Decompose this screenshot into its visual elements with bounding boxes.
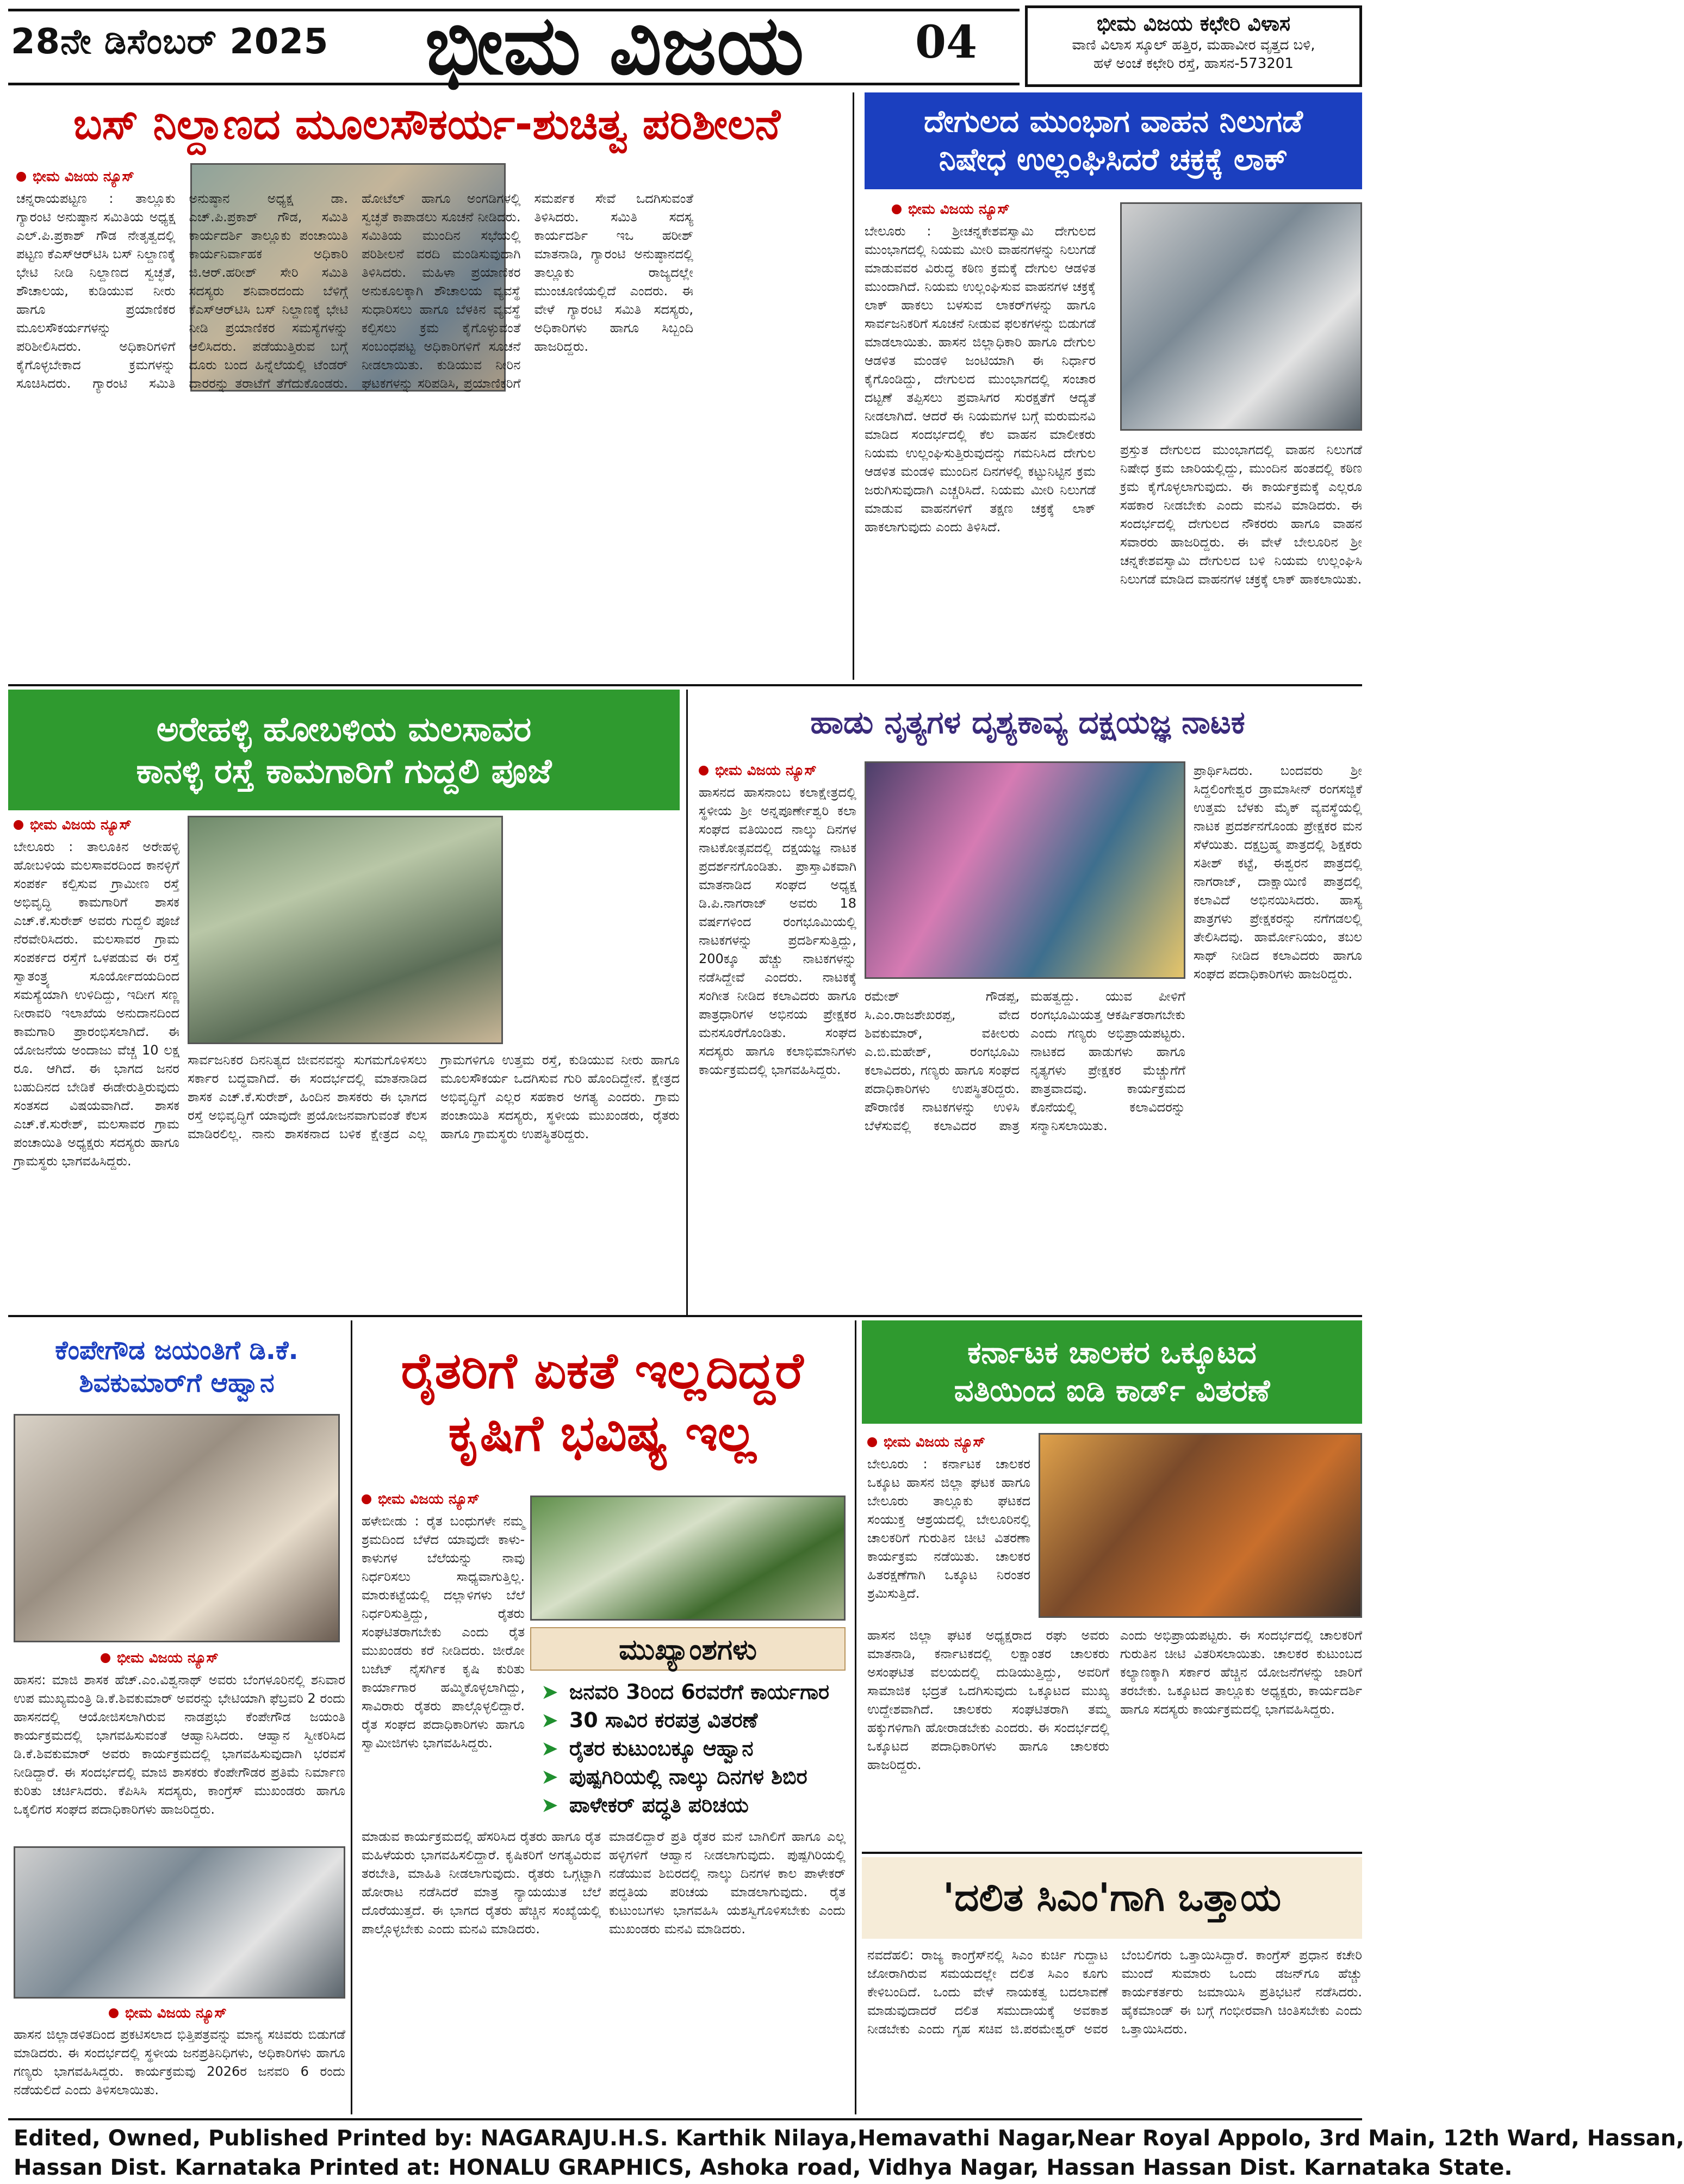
byline: ಭೀಮ ವಿಜಯ ನ್ಯೂಸ್ bbox=[101, 1649, 280, 1667]
section-rule bbox=[862, 1852, 1362, 1854]
headline-bus-stand: ಬಸ್ ನಿಲ್ದಾಣದ ಮೂಲಸೌಕರ್ಯ-ಶುಚಿತ್ವ ಪರಿಶೀಲನೆ bbox=[73, 100, 781, 150]
byline: ಭೀಮ ವಿಜಯ ನ್ಯೂಸ್ bbox=[892, 200, 1088, 219]
imprint-line: Hassan Dist. Karnataka Printed at: HONALU GRAPHICS, Ashoka road, Vidhya Nagar, Hassan Hassan Dist. Karnataka State. bbox=[14, 2155, 1513, 2180]
article-body-drama-mid: ರಮೇಶ್ ಗೌಡಪ್ಪ, ಸಿ.ಎಂ.ರಾಜಶೇಖರಪ್ಪ, ವೇದ ಶಿವಕುಮಾರ್, ವಕೀಲರು ಎ.ಬಿ.ಮಹೇಶ್, ರಂಗಭೂಮಿ ಕಲಾವಿದರು, ಗಣ್ಯರು ಹಾಗೂ ಸಂಘದ ಪದಾಧಿಕಾರಿಗಳು ಉಪಸ್ಥಿತರಿದ್ದರು. ಪೌರಾಣಿಕ ನಾಟಕಗಳನ್ನು ಉಳಿಸಿ ಬೆಳೆಸುವಲ್ಲಿ ಕಲಾವಿದರ ಪಾತ್ರ ಮಹತ್ವದ್ದು. ಯುವ ಪೀಳಿಗೆ ರಂಗಭೂಮಿಯತ್ತ ಆಕರ್ಷಿತರಾಗಬೇಕು ಎಂದು ಗಣ್ಯರು ಅಭಿಪ್ರಾಯಪಟ್ಟರು. ನಾಟಕದ ಹಾಡುಗಳು ಹಾಗೂ ನೃತ್ಯಗಳು ಪ್ರೇಕ್ಷಕರ ಮೆಚ್ಚುಗೆಗೆ ಪಾತ್ರವಾದವು. ಕಾರ್ಯಕ್ರಮದ ಕೊನೆಯಲ್ಲಿ ಕಲಾವಿದರನ್ನು ಸನ್ಮಾನಿಸಲಾಯಿತು. bbox=[865, 989, 1185, 1133]
headline-line: ಕಾನಳ್ಳಿ ರಸ್ತೆ ಕಾಮಗಾರಿಗೆ ಗುದ್ದಲಿ ಪೂಜೆ bbox=[136, 751, 552, 791]
photo-dk-shivakumar-invitation bbox=[14, 1414, 340, 1642]
section-rule bbox=[8, 684, 1362, 686]
highlight-item: ➤ ಜನವರಿ 3ರಿಂದ 6ರವರೆಗೆ ಕಾರ್ಯಗಾರ bbox=[541, 1679, 830, 1704]
photo-drivers-id-distribution bbox=[1039, 1433, 1362, 1618]
highlight-item: ➤ ಪುಷ್ಪಗಿರಿಯಲ್ಲಿ ನಾಲ್ಕು ದಿನಗಳ ಶಿಬಿರ bbox=[541, 1764, 807, 1789]
bullet-icon bbox=[109, 2008, 119, 2018]
arrow-bullet-icon: ➤ bbox=[541, 1680, 558, 1704]
article-body-drama-right: ಪ್ರಾರ್ಥಿಸಿದರು. ಬಂದವರು ಶ್ರೀ ಸಿದ್ದಲಿಂಗೇಶ್ವರ ಡ್ರಾಮಾಸೀನ್ ರಂಗಸಜ್ಜಿಕೆ ಉತ್ತಮ ಬೆಳಕು ಮೈಕ್ ವ್ಯವಸ್ಥೆಯಲ್ಲಿ ನಾಟಕ ಪ್ರದರ್ಶನಗೊಂಡು ಪ್ರೇಕ್ಷಕರ ಮನ ಸೆಳೆಯಿತು. ದಕ್ಷಬ್ರಹ್ಮ ಪಾತ್ರದಲ್ಲಿ ಶಿಕ್ಷಕರು ಸತೀಶ್ ಕಟ್ಟೆ, ಈಶ್ವರನ ಪಾತ್ರದಲ್ಲಿ ನಾಗರಾಜ್, ದಾಕ್ಷಾಯಿಣಿ ಪಾತ್ರದಲ್ಲಿ ಕಲಾವಿದೆ ಅಭಿನಯಿಸಿದರು. ಹಾಸ್ಯ ಪಾತ್ರಗಳು ಪ್ರೇಕ್ಷಕರನ್ನು ನಗೆಗಡಲಲ್ಲಿ ತೇಲಿಸಿದವು. ಹಾರ್ಮೋನಿಯಂ, ತಬಲ ಸಾಥ್ ನೀಡಿದ ಕಲಾವಿದರು ಹಾಗೂ ಸಂಘದ ಪದಾಧಿಕಾರಿಗಳು ಹಾಜರಿದ್ದರು. bbox=[1194, 763, 1362, 982]
article-body-kempegowda: ಹಾಸನ: ಮಾಜಿ ಶಾಸಕ ಹೆಚ್.ಎಂ.ವಿಶ್ವನಾಥ್ ಅವರು ಬೆಂಗಳೂರಿನಲ್ಲಿ ಶನಿವಾರ ಉಪ ಮುಖ್ಯಮಂತ್ರಿ ಡಿ.ಕೆ.ಶಿವಕುಮಾರ್ ಅವರನ್ನು ಭೇಟಿಯಾಗಿ ಫೆಬ್ರವರಿ 2 ರಂದು ಹಾಸನದಲ್ಲಿ ಆಯೋಜಿಸಲಾಗಿರುವ ನಾಡಪ್ರಭು ಕೆಂಪೇಗೌಡ ಜಯಂತಿ ಕಾರ್ಯಕ್ರಮದಲ್ಲಿ ಭಾಗವಹಿಸುವಂತೆ ಆಹ್ವಾನಿಸಿದರು. ಆಹ್ವಾನ ಸ್ವೀಕರಿಸಿದ ಡಿ.ಕೆ.ಶಿವಕುಮಾರ್ ಅವರು ಕಾರ್ಯಕ್ರಮದಲ್ಲಿ ಭಾಗವಹಿಸುವುದಾಗಿ ಭರವಸೆ ನೀಡಿದ್ದಾರೆ. ಈ ಸಂದರ್ಭದಲ್ಲಿ ಮಾಜಿ ಶಾಸಕರು ಕೆಂಪೇಗೌಡರ ಪ್ರತಿಮೆ ನಿರ್ಮಾಣ ಕುರಿತು ಚರ್ಚಿಸಿದರು. ಕೆಪಿಸಿಸಿ ಸದಸ್ಯರು, ಕಾಂಗ್ರೆಸ್ ಮುಖಂಡರು ಹಾಗೂ ಒಕ್ಕಲಿಗರ ಸಂಘದ ಪದಾಧಿಕಾರಿಗಳು ಹಾಜರಿದ್ದರು. bbox=[14, 1672, 345, 1817]
arrow-bullet-icon: ➤ bbox=[541, 1708, 558, 1732]
imprint-line: Edited, Owned, Published Printed by: NAGARAJU.H.S. Karthik Nilaya,Hemavathi Nagar,Near Royal Appolo, 3rd Main, 12th Ward, Hassan, bbox=[14, 2126, 1684, 2151]
byline: ಭೀಮ ವಿಜಯ ನ್ಯೂಸ್ bbox=[109, 2004, 288, 2022]
page-number: 04 bbox=[915, 16, 978, 69]
photo-road-groundbreaking bbox=[188, 816, 503, 1044]
article-body-farmers-bottom-right: ಮಾಡಲಿದ್ದಾರೆ ಪ್ರತಿ ರೈತರ ಮನೆ ಬಾಗಿಲಿಗೆ ಹಾಗೂ ಎಲ್ಲ ಹಳ್ಳಿಗಳಿಗೆ ಆಹ್ವಾನ ನೀಡಲಾಗುವುದು. ಪುಷ್ಪಗಿರಿಯಲ್ಲಿ ನಡೆಯುವ ಶಿಬಿರದಲ್ಲಿ ನಾಲ್ಕು ದಿನಗಳ ಕಾಲ ಪಾಳೇಕರ್ ಪದ್ಧತಿಯ ಪರಿಚಯ ಮಾಡಲಾಗುವುದು. ರೈತ ಕುಟುಂಬಗಳು ಭಾಗವಹಿಸಿ ಯಶಸ್ವಿಗೊಳಿಸಬೇಕು ಎಂದು ಮುಖಂಡರು ಮನವಿ ಮಾಡಿದರು. bbox=[609, 1829, 846, 1937]
photo-drama-stage bbox=[865, 761, 1185, 979]
bullet-icon bbox=[362, 1494, 371, 1504]
newspaper-logo: ಭೀಮ ವಿಜಯ bbox=[425, 0, 804, 93]
headline-road-work bbox=[8, 690, 680, 810]
photo-temple-wheel-lock bbox=[1120, 202, 1362, 431]
highlight-item: ➤ ಪಾಳೇಕರ್ ಪದ್ಧತಿ ಪರಿಚಯ bbox=[541, 1792, 749, 1817]
headline-line: ನಿಷೇಧ ಉಲ್ಲಂಘಿಸಿದರೆ ಚಕ್ರಕ್ಕೆ ಲಾಕ್ bbox=[939, 142, 1288, 177]
office-address-box bbox=[1025, 5, 1362, 87]
headline-line: ಶಿವಕುಮಾರ್‌ಗೆ ಆಹ್ವಾನ bbox=[79, 1368, 275, 1398]
byline: ಭೀಮ ವಿಜಯ ನ್ಯೂಸ್ bbox=[699, 761, 862, 780]
headline-line: ವತಿಯಿಂದ ಐಡಿ ಕಾರ್ಡ್ ವಿತರಣೆ bbox=[954, 1373, 1270, 1409]
headline-line: ರೈತರಿಗೆ ಏಕತೆ ಇಲ್ಲದಿದ್ದರೆ bbox=[401, 1342, 804, 1400]
article-body-road-right: ಸಾರ್ವಜನಿಕರ ದಿನನಿತ್ಯದ ಜೀವನವನ್ನು ಸುಗಮಗೊಳಿಸಲು ಸರ್ಕಾರ ಬದ್ಧವಾಗಿದೆ. ಈ ಸಂದರ್ಭದಲ್ಲಿ ಮಾತನಾಡಿದ ಶಾಸಕ ಎಚ್.ಕೆ.ಸುರೇಶ್, ಹಿಂದಿನ ಶಾಸಕರು ಈ ಭಾಗದ ರಸ್ತೆ ಅಭಿವೃದ್ಧಿಗೆ ಯಾವುದೇ ಪ್ರಯೋಜನವಾಗುವಂತೆ ಕೆಲಸ ಮಾಡಿರಲಿಲ್ಲ. ನಾನು ಶಾಸಕನಾದ ಬಳಿಕ ಕ್ಷೇತ್ರದ ಎಲ್ಲ ಗ್ರಾಮಗಳಿಗೂ ಉತ್ತಮ ರಸ್ತೆ, ಕುಡಿಯುವ ನೀರು ಹಾಗೂ ಮೂಲಸೌಕರ್ಯ ಒದಗಿಸುವ ಗುರಿ ಹೊಂದಿದ್ದೇನೆ. ಕ್ಷೇತ್ರದ ಅಭಿವೃದ್ಧಿಗೆ ಎಲ್ಲರ ಸಹಕಾರ ಅಗತ್ಯ ಎಂದರು. ಗ್ರಾಮ ಪಂಚಾಯಿತಿ ಸದಸ್ಯರು, ಸ್ಥಳೀಯ ಮುಖಂಡರು, ರೈತರು ಹಾಗೂ ಗ್ರಾಮಸ್ಥರು ಉಪಸ್ಥಿತರಿದ್ದರು. bbox=[188, 1052, 680, 1141]
byline: ಭೀಮ ವಿಜಯ ನ್ಯೂಸ್ bbox=[362, 1490, 525, 1509]
article-body-farmers-top: ಹಳೇಬೀಡು : ರೈತ ಬಂಧುಗಳೇ ನಮ್ಮ ಶ್ರಮದಿಂದ ಬೆಳೆದ ಯಾವುದೇ ಕಾಳು-ಕಾಳುಗಳ ಬೆಲೆಯನ್ನು ನಾವು ನಿರ್ಧರಿಸಲು ಸಾಧ್ಯವಾಗುತ್ತಿಲ್ಲ. ಮಾರುಕಟ್ಟೆಯಲ್ಲಿ ದಲ್ಲಾಳಿಗಳು ಬೆಲೆ ನಿರ್ಧರಿಸುತ್ತಿದ್ದು, ರೈತರು ಸಂಘಟಿತರಾಗಬೇಕು ಎಂದು ರೈತ ಮುಖಂಡರು ಕರೆ ನೀಡಿದರು. ಜೀರೋ ಬಜೆಟ್ ನೈಸರ್ಗಿಕ ಕೃಷಿ ಕುರಿತು ಕಾರ್ಯಾಗಾರ ಹಮ್ಮಿಕೊಳ್ಳಲಾಗಿದ್ದು, ಸಾವಿರಾರು ರೈತರು ಪಾಲ್ಗೊಳ್ಳಲಿದ್ದಾರೆ. ರೈತ ಸಂಘದ ಪದಾಧಿಕಾರಿಗಳು ಹಾಗೂ ಸ್ವಾಮೀಜಿಗಳು ಭಾಗವಹಿಸಿದ್ದರು. bbox=[362, 1513, 525, 1751]
headline-farmers-unity bbox=[356, 1320, 848, 1484]
section-rule bbox=[8, 1315, 1362, 1317]
bullet-icon bbox=[101, 1653, 110, 1663]
photo-caption-poster: ಹಾಸನ ಜಿಲ್ಲಾಡಳಿತದಿಂದ ಪ್ರಕಟಿಸಲಾದ ಭಿತ್ತಿಪತ್ರವನ್ನು ಮಾನ್ಯ ಸಚಿವರು ಬಿಡುಗಡೆ ಮಾಡಿದರು. ಈ ಸಂದರ್ಭದಲ್ಲಿ ಸ್ಥಳೀಯ ಜನಪ್ರತಿನಿಧಿಗಳು, ಅಧಿಕಾರಿಗಳು ಹಾಗೂ ಗಣ್ಯರು ಭಾಗವಹಿಸಿದ್ದರು. ಕಾರ್ಯಕ್ರಮವು 2026ರ ಜನವರಿ 6 ರಂದು ನಡೆಯಲಿದೆ ಎಂದು ತಿಳಿಸಲಾಯಿತು. bbox=[14, 2027, 345, 2098]
article-body-temple-left: ಬೇಲೂರು : ಶ್ರೀಚನ್ನಕೇಶವಸ್ವಾಮಿ ದೇಗುಲದ ಮುಂಭಾಗದಲ್ಲಿ ನಿಯಮ ಮೀರಿ ವಾಹನಗಳನ್ನು ನಿಲುಗಡೆ ಮಾಡುವವರ ವಿರುದ್ಧ ಕಠಿಣ ಕ್ರಮಕ್ಕೆ ದೇಗುಲ ಆಡಳಿತ ಮುಂದಾಗಿದೆ. ನಿಯಮ ಉಲ್ಲಂಘಿಸುವ ವಾಹನಗಳ ಚಕ್ರಕ್ಕೆ ಲಾಕ್ ಹಾಕಲು ಬಳಸುವ ಲಾಕರ್‌ಗಳನ್ನು ಹಾಗೂ ಸಾರ್ವಜನಿಕರಿಗೆ ಸೂಚನೆ ನೀಡುವ ಫಲಕಗಳನ್ನು ಬಿಡುಗಡೆ ಮಾಡಲಾಯಿತು. ಹಾಸನ ಜಿಲ್ಲಾಧಿಕಾರಿ ಹಾಗೂ ದೇಗುಲ ಆಡಳಿತ ಮಂಡಳಿ ಜಂಟಿಯಾಗಿ ಈ ನಿರ್ಧಾರ ಕೈಗೊಂಡಿದ್ದು, ದೇಗುಲದ ಮುಂಭಾಗದಲ್ಲಿ ಸಂಚಾರ ದಟ್ಟಣೆ ತಪ್ಪಿಸಲು ಪ್ರವಾಸಿಗರ ಸುರಕ್ಷತೆಗೆ ಆದ್ಯತೆ ನೀಡಲಾಗಿದೆ. ಆದರೆ ಈ ನಿಯಮಗಳ ಬಗ್ಗೆ ಮರುಮನವಿ ಮಾಡಿದ ಸಂದರ್ಭದಲ್ಲಿ ಕೆಲ ವಾಹನ ಮಾಲೀಕರು ನಿಯಮ ಉಲ್ಲಂಘಿಸುತ್ತಿರುವುದನ್ನು ಗಮನಿಸಿದ ದೇಗುಲ ಆಡಳಿತ ಮಂಡಳಿ ಮುಂದಿನ ದಿನಗಳಲ್ಲಿ ಕಟ್ಟುನಿಟ್ಟಿನ ಕ್ರಮ ಜರುಗಿಸುವುದಾಗಿ ಎಚ್ಚರಿಸಿದೆ. ನಿಯಮ ಮೀರಿ ನಿಲುಗಡೆ ಮಾಡುವ ವಾಹನಗಳಿಗೆ ತಕ್ಷಣ ಚಕ್ರಕ್ಕೆ ಲಾಕ್ ಹಾಕಲಾಗುವುದು ಎಂದು ತಿಳಿಸಿದೆ. bbox=[865, 224, 1096, 535]
headline-line: ಕೃಷಿಗೆ ಭವಿಷ್ಯ ಇಲ್ಲ bbox=[448, 1404, 756, 1462]
article-body-farmers-bottom-left: ಮಾಡುವ ಕಾರ್ಯಕ್ರಮದಲ್ಲಿ ಹೆಸರಿಸಿದ ರೈತರು ಹಾಗೂ ರೈತ ಮಹಿಳೆಯರು ಭಾಗವಹಿಸಲಿದ್ದಾರೆ. ಕೃಷಿಕರಿಗೆ ಅಗತ್ಯವಿರುವ ತರಬೇತಿ, ಮಾಹಿತಿ ನೀಡಲಾಗುವುದು. ರೈತರು ಒಗ್ಗಟ್ಟಾಗಿ ಹೋರಾಟ ನಡೆಸಿದರೆ ಮಾತ್ರ ನ್ಯಾಯಯುತ ಬೆಲೆ ದೊರೆಯುತ್ತದೆ. ಈ ಭಾಗದ ರೈತರು ಹೆಚ್ಚಿನ ಸಂಖ್ಯೆಯಲ್ಲಿ ಪಾಲ್ಗೊಳ್ಳಬೇಕು ಎಂದು ಮನವಿ ಮಾಡಿದರು. bbox=[362, 1829, 601, 1937]
highlight-item: ➤ ರೈತರ ಕುಟುಂಬಕ್ಕೂ ಆಹ್ವಾನ bbox=[541, 1736, 754, 1760]
article-body-temple-right: ಪ್ರಸ್ತುತ ದೇಗುಲದ ಮುಂಭಾಗದಲ್ಲಿ ವಾಹನ ನಿಲುಗಡೆ ನಿಷೇಧ ಕ್ರಮ ಜಾರಿಯಲ್ಲಿದ್ದು, ಮುಂದಿನ ಹಂತದಲ್ಲಿ ಕಠಿಣ ಕ್ರಮ ಕೈಗೊಳ್ಳಲಾಗುವುದು. ಈ ಕಾರ್ಯಕ್ರಮಕ್ಕೆ ಎಲ್ಲರೂ ಸಹಕಾರ ನೀಡಬೇಕು ಎಂದು ಮನವಿ ಮಾಡಿದರು. ಈ ಸಂದರ್ಭದಲ್ಲಿ ದೇಗುಲದ ನೌಕರರು ಹಾಗೂ ವಾಹನ ಸವಾರರು ಹಾಜರಿದ್ದರು. ಈ ವೇಳೆ ಬೇಲೂರಿನ ಶ್ರೀ ಚನ್ನಕೇಶವಸ್ವಾಮಿ ದೇಗುಲದ ಬಳಿ ನಿಯಮ ಉಲ್ಲಂಘಿಸಿ ನಿಲುಗಡೆ ಮಾಡಿದ ವಾಹನಗಳ ಚಕ್ರಕ್ಕೆ ಲಾಕ್ ಹಾಕಲಾಯಿತು. bbox=[1120, 442, 1362, 587]
highlight-item: ➤ 30 ಸಾವಿರ ಕರಪತ್ರ ವಿತರಣೆ bbox=[541, 1708, 758, 1732]
article-body-drivers-top: ಬೇಲೂರು : ಕರ್ನಾಟಕ ಚಾಲಕರ ಒಕ್ಕೂಟ ಹಾಸನ ಜಿಲ್ಲಾ ಘಟಕ ಹಾಗೂ ಬೇಲೂರು ತಾಲ್ಲೂಕು ಘಟಕದ ಸಂಯುಕ್ತ ಆಶ್ರಯದಲ್ಲಿ ಬೇಲೂರಿನಲ್ಲಿ ಚಾಲಕರಿಗೆ ಗುರುತಿನ ಚೀಟಿ ವಿತರಣಾ ಕಾರ್ಯಕ್ರಮ ನಡೆಯಿತು. ಚಾಲಕರ ಹಿತರಕ್ಷಣೆಗಾಗಿ ಒಕ್ಕೂಟ ನಿರಂತರ ಶ್ರಮಿಸುತ್ತಿದೆ. bbox=[867, 1456, 1030, 1601]
imprint-footer bbox=[14, 2124, 1684, 2183]
column-rule bbox=[351, 1320, 352, 2114]
headline-temple-parking bbox=[865, 92, 1362, 189]
byline: ಭೀಮ ವಿಜಯ ನ್ಯೂಸ್ bbox=[16, 167, 190, 186]
arrow-bullet-icon: ➤ bbox=[541, 1793, 558, 1817]
article-body-dalit-cm: ನವದೆಹಲಿ: ರಾಜ್ಯ ಕಾಂಗ್ರೆಸ್‌ನಲ್ಲಿ ಸಿಎಂ ಕುರ್ಚಿ ಗುದ್ದಾಟ ಜೋರಾಗಿರುವ ಸಮಯದಲ್ಲೇ ದಲಿತ ಸಿಎಂ ಕೂಗು ಕೇಳಿಬಂದಿದೆ. ಒಂದು ವೇಳೆ ನಾಯಕತ್ವ ಬದಲಾವಣೆ ಮಾಡುವುದಾದರೆ ದಲಿತ ಸಮುದಾಯಕ್ಕೆ ಅವಕಾಶ ನೀಡಬೇಕು ಎಂದು ಗೃಹ ಸಚಿವ ಜಿ.ಪರಮೇಶ್ವರ್ ಅವರ ಬೆಂಬಲಿಗರು ಒತ್ತಾಯಿಸಿದ್ದಾರೆ. ಕಾಂಗ್ರೆಸ್ ಪ್ರಧಾನ ಕಚೇರಿ ಮುಂದೆ ಸುಮಾರು ಒಂದು ಡಜನ್‌ಗೂ ಹೆಚ್ಚು ಕಾರ್ಯಕರ್ತರು ಜಮಾಯಿಸಿ ಪ್ರತಿಭಟನೆ ನಡೆಸಿದರು. ಹೈಕಮಾಂಡ್ ಈ ಬಗ್ಗೆ ಗಂಭೀರವಾಗಿ ಚಿಂತಿಸಬೇಕು ಎಂದು ಒತ್ತಾಯಿಸಿದರು. bbox=[867, 1947, 1362, 2037]
bullet-icon bbox=[14, 820, 23, 830]
headline-line: ಕರ್ನಾಟಕ ಚಾಲಕರ ಒಕ್ಕೂಟದ bbox=[967, 1335, 1257, 1370]
column-rule bbox=[686, 690, 688, 1315]
headline-drama: ಹಾಡು ನೃತ್ಯಗಳ ದೃಶ್ಯಕಾವ್ಯ ದಕ್ಷಯಜ್ಞ ನಾಟಕ bbox=[810, 703, 1245, 741]
highlights-title: ಮುಖ್ಯಾಂಶಗಳು bbox=[530, 1627, 846, 1671]
office-address-line: ವಾಣಿ ವಿಲಾಸ ಸ್ಕೂಲ್ ಹತ್ತಿರ, ಮಹಾವೀರ ವೃತ್ತದ ಬಳಿ, bbox=[1072, 37, 1315, 53]
photo-farmers-meeting bbox=[530, 1496, 846, 1621]
footer-rule bbox=[8, 2118, 1362, 2120]
article-body-road-left: ಬೇಲೂರು : ತಾಲೂಕಿನ ಅರೇಹಳ್ಳಿ ಹೋಬಳಿಯ ಮಲಸಾವರದಿಂದ ಕಾನಳ್ಳಿಗೆ ಸಂಪರ್ಕ ಕಲ್ಪಿಸುವ ಗ್ರಾಮೀಣ ರಸ್ತೆ ಅಭಿವೃದ್ಧಿ ಕಾಮಗಾರಿಗೆ ಶಾಸಕ ಎಚ್.ಕೆ.ಸುರೇಶ್ ಅವರು ಗುದ್ದಲಿ ಪೂಜೆ ನೆರವೇರಿಸಿದರು. ಮಲಸಾವರ ಗ್ರಾಮ ಸಂಪರ್ಕದ ರಸ್ತೆಗೆ ಒಳಪಡುವ ಈ ರಸ್ತೆ ಸ್ವಾತಂತ್ರ್ಯ ಸೂರ್ಯೋದಯದಿಂದ ಸಮಸ್ಯೆಯಾಗಿ ಉಳಿದಿದ್ದು, ಇದೀಗ ಸಣ್ಣ ನೀರಾವರಿ ಇಲಾಖೆಯ ಅನುದಾನದಿಂದ ಕಾಮಗಾರಿ ಪ್ರಾರಂಭಿಸಲಾಗಿದೆ. ಈ ಯೋಜನೆಯ ಅಂದಾಜು ವೆಚ್ಚ 10 ಲಕ್ಷ ರೂ. ಆಗಿದೆ. ಈ ಭಾಗದ ಜನರ ಬಹುದಿನದ ಬೇಡಿಕೆ ಈಡೇರುತ್ತಿರುವುದು ಸಂತಸದ ವಿಷಯವಾಗಿದೆ. ಶಾಸಕ ಎಚ್.ಕೆ.ಸುರೇಶ್, ಮಲಸಾವರ ಗ್ರಾಮ ಪಂಚಾಯಿತಿ ಅಧ್ಯಕ್ಷರು ಸದಸ್ಯರು ಹಾಗೂ ಗ್ರಾಮಸ್ಥರು ಭಾಗವಹಿಸಿದ್ದರು. bbox=[14, 839, 179, 1169]
byline: ಭೀಮ ವಿಜಯ ನ್ಯೂಸ್ bbox=[14, 816, 177, 834]
bullet-icon bbox=[699, 766, 709, 775]
bullet-icon bbox=[16, 172, 26, 182]
article-body-drivers-right: ಎಂದು ಅಭಿಪ್ರಾಯಪಟ್ಟರು. ಈ ಸಂದರ್ಭದಲ್ಲಿ ಚಾಲಕರಿಗೆ ಗುರುತಿನ ಚೀಟಿ ವಿತರಿಸಲಾಯಿತು. ಚಾಲಕರ ಕುಟುಂಬದ ಕಲ್ಯಾಣಕ್ಕಾಗಿ ಸರ್ಕಾರ ಹೆಚ್ಚಿನ ಯೋಜನೆಗಳನ್ನು ಜಾರಿಗೆ ತರಬೇಕು. ಒಕ್ಕೂಟದ ತಾಲ್ಲೂಕು ಅಧ್ಯಕ್ಷರು, ಕಾರ್ಯದರ್ಶಿ ಹಾಗೂ ಸದಸ್ಯರು ಕಾರ್ಯಕ್ರಮದಲ್ಲಿ ಭಾಗವಹಿಸಿದ್ದರು. bbox=[1120, 1628, 1362, 1717]
issue-date: 28ನೇ ಡಿಸೆಂಬರ್ 2025 bbox=[11, 22, 329, 62]
column-rule bbox=[853, 92, 854, 680]
article-body-drama-left: ಹಾಸನದ ಹಾಸನಾಂಬ ಕಲಾಕ್ಷೇತ್ರದಲ್ಲಿ ಸ್ಥಳೀಯ ಶ್ರೀ ಅನ್ನಪೂರ್ಣೇಶ್ವರಿ ಕಲಾ ಸಂಘದ ವತಿಯಿಂದ ನಾಲ್ಕು ದಿನಗಳ ನಾಟಕೋತ್ಸವದಲ್ಲಿ ದಕ್ಷಯಜ್ಞ ನಾಟಕ ಪ್ರದರ್ಶನಗೊಂಡಿತು. ಪ್ರಾಸ್ತಾವಿಕವಾಗಿ ಮಾತನಾಡಿದ ಸಂಘದ ಅಧ್ಯಕ್ಷ ಡಿ.ಪಿ.ನಾಗರಾಜ್ ಅವರು 18 ವರ್ಷಗಳಿಂದ ರಂಗಭೂಮಿಯಲ್ಲಿ ನಾಟಕಗಳನ್ನು ಪ್ರದರ್ಶಿಸುತ್ತಿದ್ದು, 200ಕ್ಕೂ ಹೆಚ್ಚು ನಾಟಕಗಳನ್ನು ನಡೆಸಿದ್ದೇವೆ ಎಂದರು. ನಾಟಕಕ್ಕೆ ಸಂಗೀತ ನೀಡಿದ ಕಲಾವಿದರು ಹಾಗೂ ಪಾತ್ರಧಾರಿಗಳ ಅಭಿನಯ ಪ್ರೇಕ್ಷಕರ ಮನಸೂರೆಗೊಂಡಿತು. ಸಂಘದ ಸದಸ್ಯರು ಹಾಗೂ ಕಲಾಭಿಮಾನಿಗಳು ಕಾರ್ಯಕ್ರಮದಲ್ಲಿ ಭಾಗವಹಿಸಿದ್ದರು. bbox=[699, 785, 856, 1077]
photo-poster-release bbox=[14, 1846, 345, 1999]
headline-line: ದೇಗುಲದ ಮುಂಭಾಗ ವಾಹನ ನಿಲುಗಡೆ bbox=[924, 104, 1303, 139]
headline-drivers-id-card bbox=[862, 1320, 1362, 1424]
column-rule bbox=[855, 1320, 856, 2114]
headline-dalit-cm: 'ದಲಿತ ಸಿಎಂ'ಗಾಗಿ ಒತ್ತಾಯ bbox=[862, 1857, 1362, 1939]
article-body-bus-stand: ಚನ್ನರಾಯಪಟ್ಟಣ : ತಾಲ್ಲೂಕು ಗ್ಯಾರಂಟಿ ಅನುಷ್ಠಾನ ಸಮಿತಿಯ ಅಧ್ಯಕ್ಷ ಎಲ್.ಪಿ.ಪ್ರಕಾಶ್ ಗೌಡ ನೇತೃತ್ವದಲ್ಲಿ ಪಟ್ಟಣ ಕೆಎಸ್ಆರ್‌ಟಿಸಿ ಬಸ್ ನಿಲ್ದಾಣಕ್ಕೆ ಭೇಟಿ ನೀಡಿ ನಿಲ್ದಾಣದ ಸ್ವಚ್ಛತೆ, ಶೌಚಾಲಯ, ಕುಡಿಯುವ ನೀರು ಹಾಗೂ ಪ್ರಯಾಣಿಕರ ಮೂಲಸೌಕರ್ಯಗಳನ್ನು ಪರಿಶೀಲಿಸಿದರು. ಅಧಿಕಾರಿಗಳಿಗೆ ಕೈಗೊಳ್ಳಬೇಕಾದ ಕ್ರಮಗಳನ್ನು ಸೂಚಿಸಿದರು. ಗ್ಯಾರಂಟಿ ಸಮಿತಿ ಅನುಷ್ಠಾನ ಅಧ್ಯಕ್ಷ ಡಾ. ಎಚ್.ಪಿ.ಪ್ರಕಾಶ್ ಗೌಡ, ಸಮಿತಿ ಕಾರ್ಯದರ್ಶಿ ತಾಲ್ಲೂಕು ಪಂಚಾಯಿತಿ ಕಾರ್ಯನಿರ್ವಾಹಕ ಅಧಿಕಾರಿ ಜಿ.ಆರ್.ಹರೀಶ್ ಸೇರಿ ಸಮಿತಿ ಸದಸ್ಯರು ಶನಿವಾರದಂದು ಬೆಳಿಗ್ಗೆ ಕೆಎಸ್ಆರ್‌ಟಿಸಿ ಬಸ್ ನಿಲ್ದಾಣಕ್ಕೆ ಭೇಟಿ ನೀಡಿ ಪ್ರಯಾಣಿಕರ ಸಮಸ್ಯೆಗಳನ್ನು ಆಲಿಸಿದರು. ಪಡೆಯುತ್ತಿರುವ ಬಗ್ಗೆ ದೂರು ಬಂದ ಹಿನ್ನೆಲೆಯಲ್ಲಿ ಟೆಂಡರ್ ದಾರರನ್ನು ತರಾಟೆಗೆ ತೆಗೆದುಕೊಂಡರು. ಹೋಟೆಲ್ ಹಾಗೂ ಅಂಗಡಿಗಳಲ್ಲಿ ಸ್ವಚ್ಛತೆ ಕಾಪಾಡಲು ಸೂಚನೆ ನೀಡಿದರು. ಸಮಿತಿಯ ಮುಂದಿನ ಸಭೆಯಲ್ಲಿ ಪರಿಶೀಲನೆ ವರದಿ ಮಂಡಿಸುವುದಾಗಿ ತಿಳಿಸಿದರು. ಮಹಿಳಾ ಪ್ರಯಾಣಿಕರ ಅನುಕೂಲಕ್ಕಾಗಿ ಶೌಚಾಲಯ ವ್ಯವಸ್ಥೆ ಸುಧಾರಿಸಲು ಹಾಗೂ ಬೆಳಕಿನ ವ್ಯವಸ್ಥೆ ಕಲ್ಪಿಸಲು ಕ್ರಮ ಕೈಗೊಳ್ಳುವಂತೆ ಸಂಬಂಧಪಟ್ಟ ಅಧಿಕಾರಿಗಳಿಗೆ ಸೂಚನೆ ನೀಡಲಾಯಿತು. ಕುಡಿಯುವ ನೀರಿನ ಘಟಕಗಳನ್ನು ಸರಿಪಡಿಸಿ, ಪ್ರಯಾಣಿಕರಿಗೆ ಸಮರ್ಪಕ ಸೇವೆ ಒದಗಿಸುವಂತೆ ತಿಳಿಸಿದರು. ಸಮಿತಿ ಸದಸ್ಯ ಕಾರ್ಯದರ್ಶಿ ಇಒ ಹರೀಶ್ ಮಾತನಾಡಿ, ಗ್ಯಾರಂಟಿ ಅನುಷ್ಠಾನದಲ್ಲಿ ತಾಲ್ಲೂಕು ರಾಜ್ಯದಲ್ಲೇ ಮುಂಚೂಣಿಯಲ್ಲಿದೆ ಎಂದರು. ಈ ವೇಳೆ ಗ್ಯಾರಂಟಿ ಸಮಿತಿ ಸದಸ್ಯರು, ಅಧಿಕಾರಿಗಳು ಹಾಗೂ ಸಿಬ್ಬಂದಿ ಹಾಜರಿದ್ದರು. bbox=[16, 191, 693, 391]
highlights-list bbox=[541, 1678, 846, 1822]
bullet-icon bbox=[867, 1437, 877, 1447]
arrow-bullet-icon: ➤ bbox=[541, 1765, 558, 1789]
headline-line: ಅರೇಹಳ್ಳಿ ಹೋಬಳಿಯ ಮಲಸಾವರ bbox=[156, 709, 532, 749]
arrow-bullet-icon: ➤ bbox=[541, 1736, 558, 1760]
office-address-title: ಭೀಮ ವಿಜಯ ಕಛೇರಿ ವಿಳಾಸ bbox=[1096, 11, 1291, 35]
headline-line: ಕೆಂಪೇಗೌಡ ಜಯಂತಿಗೆ ಡಿ.ಕೆ. bbox=[55, 1335, 299, 1366]
office-address-line: ಹಳೆ ಅಂಚೆ ಕಛೇರಿ ರಸ್ತೆ, ಹಾಸನ-573201 bbox=[1093, 55, 1294, 72]
bullet-icon bbox=[892, 204, 902, 214]
headline-kempegowda bbox=[8, 1320, 345, 1413]
byline: ಭೀಮ ವಿಜಯ ನ್ಯೂಸ್ bbox=[867, 1433, 1030, 1451]
article-body-drivers-left: ಹಾಸನ ಜಿಲ್ಲಾ ಘಟಕ ಅಧ್ಯಕ್ಷರಾದ ರಘು ಅವರು ಮಾತನಾಡಿ, ಕರ್ನಾಟಕದಲ್ಲಿ ಲಕ್ಷಾಂತರ ಚಾಲಕರು ಅಸಂಘಟಿತ ವಲಯದಲ್ಲಿ ದುಡಿಯುತ್ತಿದ್ದು, ಅವರಿಗೆ ಸಾಮಾಜಿಕ ಭದ್ರತೆ ಒದಗಿಸುವುದು ಒಕ್ಕೂಟದ ಮುಖ್ಯ ಉದ್ದೇಶವಾಗಿದೆ. ಚಾಲಕರು ಸಂಘಟಿತರಾಗಿ ತಮ್ಮ ಹಕ್ಕುಗಳಿಗಾಗಿ ಹೋರಾಡಬೇಕು ಎಂದರು. ಈ ಸಂದರ್ಭದಲ್ಲಿ ಒಕ್ಕೂಟದ ಪದಾಧಿಕಾರಿಗಳು ಹಾಗೂ ಚಾಲಕರು ಹಾಜರಿದ್ದರು. bbox=[867, 1628, 1109, 1772]
